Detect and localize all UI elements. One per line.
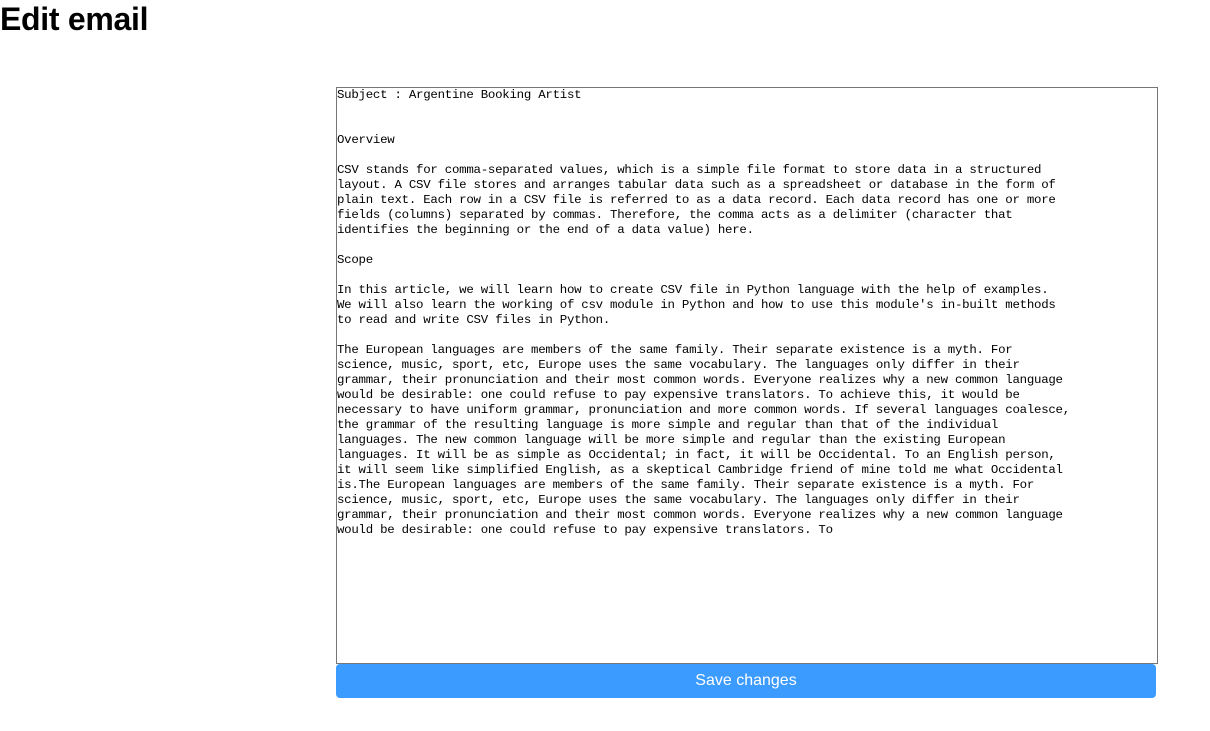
page-title: Edit email	[0, 1, 149, 37]
save-changes-button[interactable]: Save changes	[336, 664, 1156, 698]
email-body-textarea[interactable]	[336, 87, 1158, 664]
